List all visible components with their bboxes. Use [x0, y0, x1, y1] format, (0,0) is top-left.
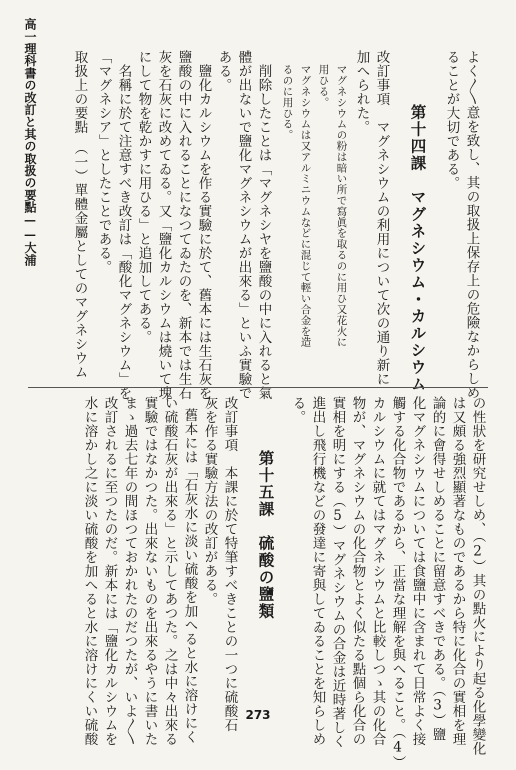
section-divider	[28, 387, 488, 388]
running-header: 高一理科書の改訂と其の取扱の要點——大浦	[23, 18, 37, 266]
text-column: 改訂事項 マグネシウムの利用について次の通り新に	[373, 50, 390, 386]
text-column: は又頗る強烈顯著なものであるから特に化合の實相を理	[449, 396, 466, 746]
text-column: 實驗ではなかつた。出來ないものを出來るやうに書いた	[141, 396, 158, 746]
text-column: 水に溶かし之に淡い硫酸を加へると水に溶けにくい硫酸	[81, 396, 98, 746]
text-column: 觸する化合物であるから、正當な理解を與へること。（4）	[389, 396, 406, 770]
quoted-note: 用ひる。	[317, 64, 330, 108]
text-column: の性狀を研究せしめ、（2）其の點火により起る化學變化	[469, 396, 486, 756]
text-column: にして物を乾かすに用ひる」と追加してある。	[135, 50, 152, 344]
page-number: 273	[245, 708, 271, 722]
quoted-note: マグネシウムは又アルミニウムなどに混じて輕い合金を造	[299, 64, 312, 348]
quoted-note: マグネシウムの粉は暗い所で寫眞を取るのに用ひ又花火に	[335, 64, 348, 348]
lesson-heading: 第十四課 マグネシウム・カルシウム	[408, 104, 428, 393]
text-column: 加へられた。	[353, 50, 370, 134]
text-column: 改訂されるに至つたのだ。新本には「鹽化カルシウムを	[101, 396, 118, 746]
text-column: ある。	[215, 50, 232, 92]
text-column: カルシウムに就てはマグネシウムと比較しつゝ其の化合	[369, 396, 386, 746]
text-column: 取扱上の要點 （一）單體金屬としてのマグネシウム	[71, 50, 88, 380]
text-column: 灰を石灰に改めてゐる。又「鹽化カルシウムは燒いて塊	[155, 50, 172, 400]
text-column: 改訂事項 本課に於て特筆すべきことの一つに硫酸石	[221, 396, 238, 732]
text-column: まゝ過去七年の間ほつておかれたのだつたが、いよ〳〵	[121, 396, 138, 746]
text-column: 鹽酸の中に入れることになつてゐたのを、新本では生石	[175, 50, 192, 400]
text-column: 「マグネシア」としたことである。	[95, 50, 112, 274]
text-column: 舊本には「石灰水に淡い硫酸を加へると水に溶けにく	[181, 408, 198, 744]
text-column: 進出し飛行機などの發達に寄與してゐることを知らしめ	[309, 396, 326, 746]
text-column: 體が出ないで鹽化マグネシウムが出來る」といふ實驗で	[235, 50, 252, 400]
text-column: 灰を作る實驗方法の改訂がある。	[201, 396, 218, 606]
text-column: い硫酸石灰が出來る」と示してあつた。之は中々出來る	[161, 396, 178, 746]
text-column: 論的に會得せしめることに留意すべきである。（3）鹽	[429, 396, 446, 742]
text-column: 物が、マグネシウムの化合物とよく似たる點個ら化合の	[349, 396, 366, 746]
text-column: 削除したことは「マグネシヤを鹽酸の中に入れると氣	[255, 64, 272, 400]
text-column: る。	[289, 396, 306, 424]
text-column: ることが大切である。	[443, 50, 460, 190]
text-column: 實相を明にする（5）マグネシウムの合金は近時著しく	[329, 396, 346, 749]
text-column: 名稱に於て注意すべき改訂は「酸化マグネシウム」を	[115, 64, 132, 400]
quoted-note: るのに用ひる。	[281, 64, 294, 141]
text-column: よく〳〵意を致し、其の取扱上保存上の危險なからしめ	[463, 50, 480, 400]
text-column: 化マグネシウムについては食鹽中に含まれて日常よく接	[409, 396, 426, 746]
lesson-heading: 第十五課 硫酸の鹽類	[256, 450, 276, 620]
text-column: 鹽化カルシウムを作る實驗に於て、舊本には生石灰を	[195, 64, 212, 400]
